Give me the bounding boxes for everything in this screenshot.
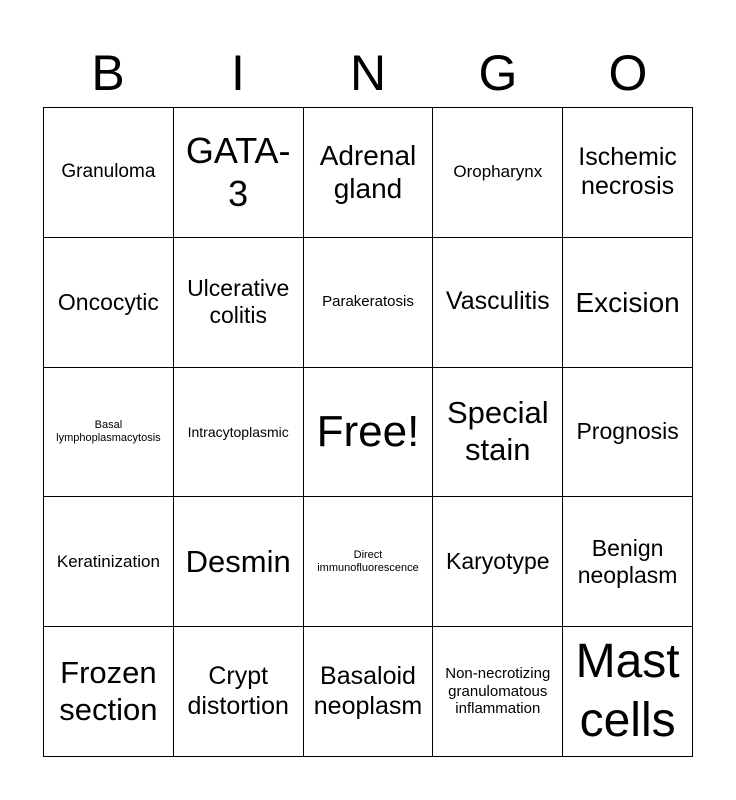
bingo-cell[interactable]: Vasculitis: [433, 238, 563, 368]
bingo-cell[interactable]: Oncocytic: [44, 238, 174, 368]
bingo-cell[interactable]: Ulcerative colitis: [174, 238, 304, 368]
bingo-cell[interactable]: Desmin: [174, 497, 304, 627]
bingo-cell[interactable]: Basal lymphoplasmacytosis: [44, 368, 174, 498]
bingo-grid: [43, 107, 693, 757]
bingo-cell[interactable]: Intracytoplasmic: [174, 368, 304, 498]
bingo-cell[interactable]: Oropharynx: [433, 108, 563, 238]
header-letter-i: I: [231, 45, 245, 101]
header-letter-b: B: [91, 45, 125, 101]
free-space-cell[interactable]: Free!: [304, 368, 434, 498]
bingo-cell[interactable]: Crypt distortion: [174, 627, 304, 757]
bingo-cell[interactable]: Karyotype: [433, 497, 563, 627]
bingo-cell[interactable]: Prognosis: [563, 368, 693, 498]
bingo-cell[interactable]: Basaloid neoplasm: [304, 627, 434, 757]
bingo-cell[interactable]: Ischemic necrosis: [563, 108, 693, 238]
bingo-cell[interactable]: Adrenal gland: [304, 108, 434, 238]
bingo-cell[interactable]: Frozen section: [44, 627, 174, 757]
bingo-cell[interactable]: Direct immunofluorescence: [304, 497, 434, 627]
bingo-cell[interactable]: Keratinization: [44, 497, 174, 627]
bingo-header: [43, 40, 693, 106]
bingo-cell[interactable]: GATA-3: [174, 108, 304, 238]
bingo-cell[interactable]: Benign neoplasm: [563, 497, 693, 627]
bingo-cell[interactable]: Granuloma: [44, 108, 174, 238]
bingo-cell[interactable]: Special stain: [433, 368, 563, 498]
header-letter-o: O: [608, 45, 648, 101]
header-letter-n: N: [349, 45, 387, 101]
bingo-cell[interactable]: Parakeratosis: [304, 238, 434, 368]
bingo-cell[interactable]: Non-necrotizing granulomatous inflammation: [433, 627, 563, 757]
bingo-cell[interactable]: Excision: [563, 238, 693, 368]
bingo-cell[interactable]: Mast cells: [563, 627, 693, 757]
header-letter-g: G: [478, 45, 518, 101]
